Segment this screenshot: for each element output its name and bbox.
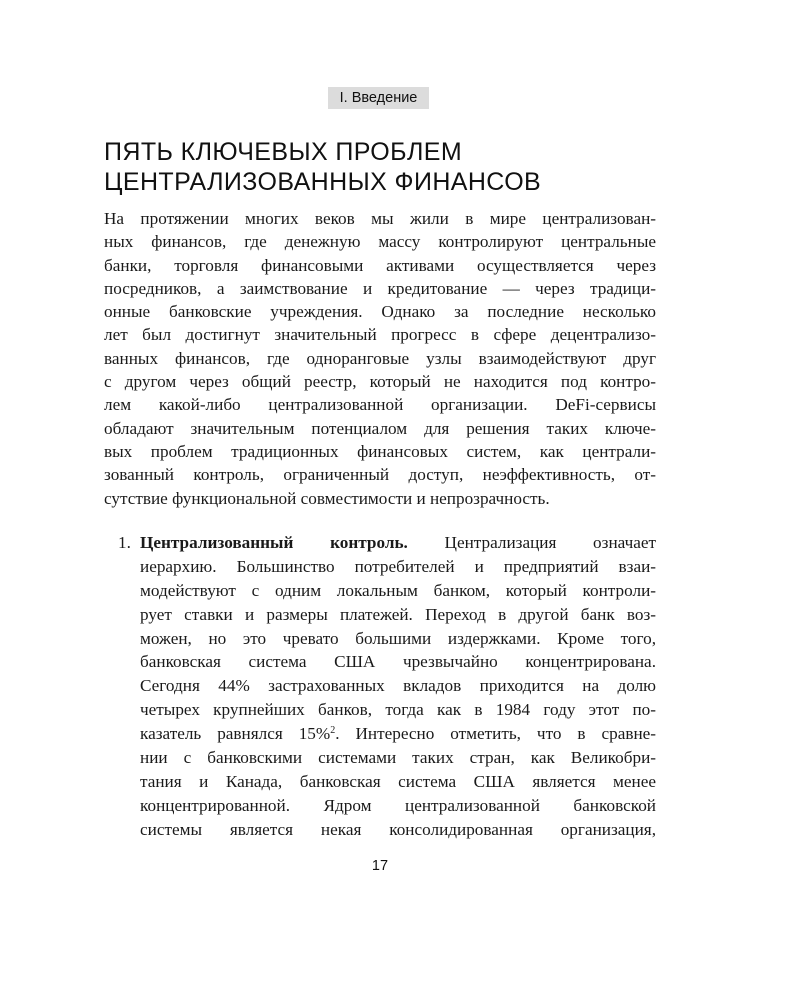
- list-line: нии с банковскими системами таких стран, как Великобри-: [140, 748, 656, 768]
- list-line: четырех крупнейших банков, тогда как в 1984 году этот по-: [140, 700, 656, 720]
- intro-line: вых проблем традиционных финансовых систем, как централи-: [104, 441, 656, 461]
- intro-line: ванных финансов, где одноранговые узлы взаимодействуют друг: [104, 348, 656, 368]
- page-number: 17: [371, 858, 389, 874]
- footnote-reference[interactable]: 2: [330, 725, 336, 737]
- intro-line: посредников, а заимствование и кредитование — через традици-: [104, 278, 656, 298]
- intro-line: сутствие функциональной совместимости и непрозрачность.: [104, 488, 550, 508]
- intro-line: На протяжении многих веков мы жили в мире централизован-: [104, 209, 656, 228]
- chapter-title: [104, 137, 704, 197]
- list-line: системы является некая консолидированная организация,: [140, 819, 656, 839]
- list-item-number: 1.: [118, 533, 131, 552]
- chapter-title-line-2: ЦЕНТРАЛИЗОВАННЫХ ФИНАНСОВ: [104, 168, 542, 196]
- list-line: Сегодня 44% застрахованных вкладов приходится на долю: [140, 676, 656, 696]
- list-item-first-line-text: Централизация означает: [407, 533, 656, 552]
- list-line: концентрированной. Ядром централизованной банковской: [140, 795, 656, 815]
- intro-line: онные банковские учреждения. Однако за последние несколько: [104, 302, 656, 322]
- intro-line: лем какой-либо централизованной организации. DeFi-сервисы: [104, 395, 656, 415]
- list-item-body: [140, 531, 656, 842]
- list-line: иерархию. Большинство потребителей и предприятий взаи-: [140, 556, 656, 576]
- list-line-first: [140, 531, 656, 555]
- list-line: банковская система США чрезвычайно концентрирована.: [140, 652, 656, 672]
- intro-line: ных финансов, где денежную массу контролируют центральные: [104, 232, 656, 252]
- list-line: рует ставки и размеры платежей. Переход в другой банк воз-: [140, 604, 656, 624]
- list-line: тания и Канада, банковская система США является менее: [140, 771, 656, 791]
- section-tag: I. Введение: [328, 87, 429, 109]
- chapter-title-line-1: ПЯТЬ КЛЮЧЕВЫХ ПРОБЛЕМ: [104, 138, 463, 166]
- list-item-heading: Централизованный контроль.: [140, 533, 408, 552]
- intro-line: банки, торговля финансовыми активами осуществляется через: [104, 255, 656, 275]
- list-line: модействуют с одним локальным банком, который контроли-: [140, 580, 656, 600]
- footnote-line-end: . Интересно отметить, что в сравне-: [335, 724, 656, 744]
- intro-paragraph: [104, 207, 656, 510]
- footnote-line-start: казатель равнялся 15%: [140, 724, 331, 744]
- intro-line: лет был достигнут значительный прогресс в сфере децентрализо-: [104, 325, 656, 345]
- list-line-with-footnote: [140, 722, 656, 746]
- intro-line: с другом через общий реестр, который не находится под контро-: [104, 372, 656, 392]
- list-line: можен, но это чревато большими издержками. Кроме того,: [140, 628, 656, 648]
- intro-line: обладают значительным потенциалом для решения таких ключе-: [104, 418, 656, 438]
- intro-line: зованный контроль, ограниченный доступ, неэффективность, от-: [104, 465, 656, 485]
